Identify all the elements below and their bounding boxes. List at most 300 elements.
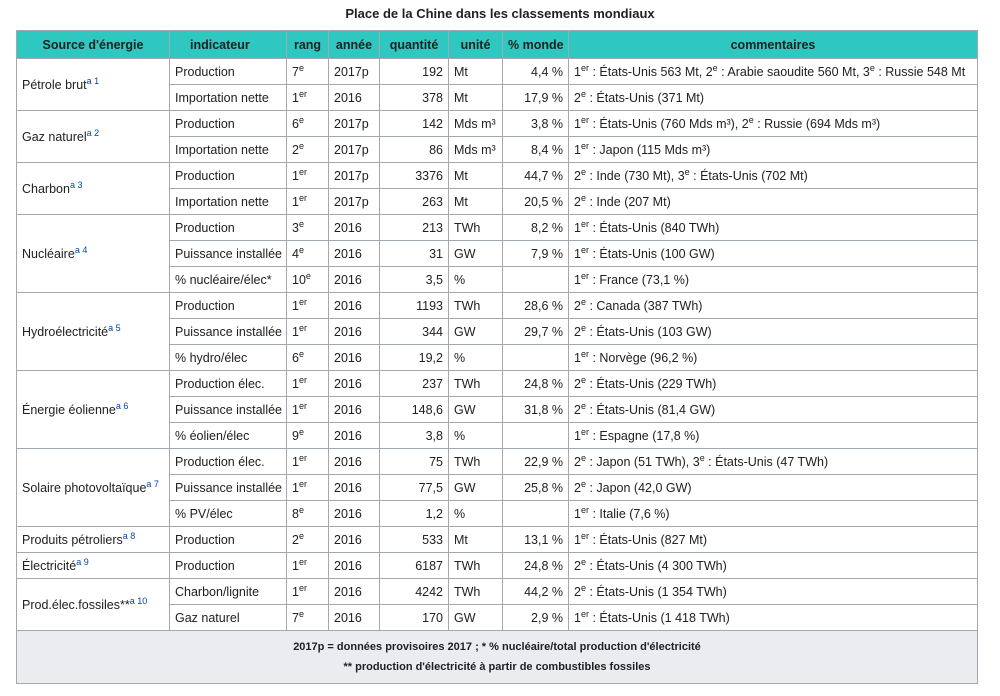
- comment-cell: [569, 475, 978, 501]
- rank-value: 1: [292, 194, 299, 209]
- world-share-cell: 24,8 %: [503, 371, 569, 397]
- rank-value: 1: [292, 298, 299, 313]
- year-cell: 2016: [329, 605, 380, 631]
- year-cell: 2016: [329, 371, 380, 397]
- source-ref-link: a 4: [74, 244, 88, 255]
- comment-cell: [569, 85, 978, 111]
- indicator-cell: Importation nette: [170, 137, 287, 163]
- year-cell: 2016: [329, 319, 380, 345]
- source-cell: [17, 449, 170, 527]
- source-ref-link: a 5: [108, 322, 121, 333]
- year-cell: 2016: [329, 553, 380, 579]
- rank-value: 2: [292, 532, 299, 547]
- comment-text: : États-Unis (827 Mt): [588, 532, 708, 547]
- rank-value: 6: [292, 116, 299, 131]
- quantity-cell: 6187: [380, 553, 449, 579]
- indicator-cell: Production: [170, 215, 287, 241]
- comment-rank: 2: [574, 376, 581, 391]
- comment-rank: 2: [574, 480, 581, 495]
- rank-suffix: e: [298, 504, 304, 515]
- rank-value: 1: [292, 402, 299, 417]
- comment-text: : États-Unis (47 TWh): [704, 454, 829, 469]
- comment-cell: [569, 319, 978, 345]
- comment-text: : Arabie saoudite 560 Mt,: [717, 64, 863, 79]
- comment-text: : Russie (694 Mds m³): [753, 116, 881, 131]
- comment-text: : Norvège (96,2 %): [588, 350, 698, 365]
- rank-value: 9: [292, 428, 299, 443]
- rank-suffix: er: [298, 322, 307, 333]
- rank-cell: [287, 267, 329, 293]
- comment-rank: 1: [574, 350, 581, 365]
- year-cell: 2016: [329, 475, 380, 501]
- source-ref-link: a 2: [86, 127, 100, 138]
- world-share-cell: [503, 501, 569, 527]
- comment-rank: 1: [574, 220, 581, 235]
- comment-rank-suffix: er: [580, 244, 589, 255]
- comment-cell: [569, 371, 978, 397]
- comment-cell: [569, 267, 978, 293]
- rank-suffix: e: [298, 530, 304, 541]
- rank-cell: [287, 59, 329, 85]
- rank-value: 1: [292, 584, 299, 599]
- comment-text: : Inde (730 Mt),: [585, 168, 678, 183]
- unit-cell: TWh: [449, 553, 503, 579]
- comment-text: : Japon (115 Mds m³): [588, 142, 711, 157]
- comment-cell: [569, 241, 978, 267]
- comment-text: : États-Unis (371 Mt): [585, 90, 705, 105]
- comment-rank: 3: [692, 454, 700, 469]
- indicator-cell: Charbon/lignite: [170, 579, 287, 605]
- indicator-cell: Production: [170, 553, 287, 579]
- comment-cell: [569, 293, 978, 319]
- comment-text: : Inde (207 Mt): [585, 194, 671, 209]
- unit-cell: TWh: [449, 293, 503, 319]
- header-comments: commentaires: [569, 31, 978, 59]
- quantity-cell: 1,2: [380, 501, 449, 527]
- table-row: [17, 449, 978, 475]
- quantity-cell: 237: [380, 371, 449, 397]
- indicator-cell: Importation nette: [170, 189, 287, 215]
- rank-cell: [287, 371, 329, 397]
- table-row: [17, 553, 978, 579]
- year-cell: 2016: [329, 501, 380, 527]
- comment-rank-suffix: er: [580, 114, 589, 125]
- rank-value: 1: [292, 480, 299, 495]
- comment-cell: [569, 397, 978, 423]
- world-share-cell: 17,9 %: [503, 85, 569, 111]
- comment-rank-suffix: e: [580, 478, 586, 489]
- table-row: [17, 163, 978, 189]
- quantity-cell: 378: [380, 85, 449, 111]
- unit-cell: %: [449, 267, 503, 293]
- rank-value: 6: [292, 350, 299, 365]
- comment-rank: 1: [574, 532, 581, 547]
- source-cell: [17, 59, 170, 111]
- unit-cell: Mt: [449, 85, 503, 111]
- quantity-cell: 192: [380, 59, 449, 85]
- indicator-cell: Production: [170, 527, 287, 553]
- comment-text: : États-Unis (229 TWh): [585, 376, 717, 391]
- header-year: année: [329, 31, 380, 59]
- quantity-cell: 3376: [380, 163, 449, 189]
- rank-cell: [287, 137, 329, 163]
- quantity-cell: 170: [380, 605, 449, 631]
- comment-rank-suffix: e: [580, 88, 586, 99]
- world-share-cell: 8,2 %: [503, 215, 569, 241]
- header-indicator: indicateur: [170, 31, 287, 59]
- comment-cell: [569, 215, 978, 241]
- unit-cell: TWh: [449, 215, 503, 241]
- comment-rank: 3: [862, 64, 870, 79]
- quantity-cell: 3,5: [380, 267, 449, 293]
- world-share-cell: 28,6 %: [503, 293, 569, 319]
- table-row: [17, 527, 978, 553]
- unit-cell: TWh: [449, 449, 503, 475]
- year-cell: 2017p: [329, 137, 380, 163]
- comment-rank: 2: [574, 584, 581, 599]
- rank-value: 7: [292, 64, 299, 79]
- source-label: Nucléaire: [22, 246, 75, 261]
- comment-rank-suffix: er: [580, 426, 589, 437]
- world-share-cell: 29,7 %: [503, 319, 569, 345]
- rank-cell: [287, 423, 329, 449]
- quantity-cell: 86: [380, 137, 449, 163]
- rank-suffix: er: [298, 400, 307, 411]
- comment-text: : États-Unis (103 GW): [585, 324, 712, 339]
- unit-cell: GW: [449, 397, 503, 423]
- header-rank: rang: [287, 31, 329, 59]
- unit-cell: GW: [449, 475, 503, 501]
- world-share-cell: 13,1 %: [503, 527, 569, 553]
- footnote-cell: [17, 631, 978, 684]
- table-row: [17, 215, 978, 241]
- rank-suffix: er: [298, 296, 307, 307]
- unit-cell: TWh: [449, 579, 503, 605]
- table-row: [17, 371, 978, 397]
- comment-rank-suffix: e: [684, 166, 690, 177]
- unit-cell: GW: [449, 605, 503, 631]
- year-cell: 2016: [329, 345, 380, 371]
- indicator-cell: % nucléaire/élec*: [170, 267, 287, 293]
- world-share-cell: 24,8 %: [503, 553, 569, 579]
- rank-cell: [287, 501, 329, 527]
- world-share-cell: 31,8 %: [503, 397, 569, 423]
- comment-rank: 2: [574, 558, 581, 573]
- world-share-cell: 3,8 %: [503, 111, 569, 137]
- comment-cell: [569, 137, 978, 163]
- rank-suffix: er: [298, 452, 307, 463]
- rank-cell: [287, 345, 329, 371]
- header-source: Source d'énergie: [17, 31, 170, 59]
- rank-suffix: er: [298, 582, 307, 593]
- comment-rank: 2: [574, 168, 581, 183]
- indicator-cell: Puissance installée: [170, 475, 287, 501]
- comment-rank: 1: [574, 142, 581, 157]
- comment-rank-suffix: er: [580, 270, 589, 281]
- rank-cell: [287, 215, 329, 241]
- source-ref-link: a 1: [86, 75, 100, 86]
- comment-rank: 2: [574, 90, 581, 105]
- quantity-cell: 533: [380, 527, 449, 553]
- source-label: Solaire photovoltaïque: [22, 480, 147, 495]
- rank-suffix: e: [298, 114, 304, 125]
- rank-cell: [287, 319, 329, 345]
- comment-rank: 1: [574, 64, 581, 79]
- world-share-cell: 7,9 %: [503, 241, 569, 267]
- table-row: [17, 293, 978, 319]
- comment-rank: 3: [677, 168, 685, 183]
- indicator-cell: % hydro/élec: [170, 345, 287, 371]
- year-cell: 2017p: [329, 111, 380, 137]
- comment-text: : États-Unis (760 Mds m³),: [588, 116, 742, 131]
- comment-rank: 2: [574, 324, 581, 339]
- rank-cell: [287, 189, 329, 215]
- indicator-cell: Importation nette: [170, 85, 287, 111]
- rank-cell: [287, 605, 329, 631]
- footnote-2: ** production d'électricité à partir de combustibles fossiles: [343, 661, 651, 673]
- rank-suffix: er: [298, 478, 307, 489]
- comment-rank-suffix: e: [748, 114, 754, 125]
- comment-rank: 2: [574, 402, 581, 417]
- rank-cell: [287, 579, 329, 605]
- quantity-cell: 4242: [380, 579, 449, 605]
- rank-value: 1: [292, 558, 299, 573]
- comment-cell: [569, 345, 978, 371]
- world-share-cell: 22,9 %: [503, 449, 569, 475]
- rank-suffix: e: [298, 218, 304, 229]
- source-cell: [17, 111, 170, 163]
- comment-text: : États-Unis (702 Mt): [689, 168, 808, 183]
- indicator-cell: % PV/élec: [170, 501, 287, 527]
- source-label: Énergie éolienne: [22, 402, 116, 417]
- quantity-cell: 19,2: [380, 345, 449, 371]
- source-ref-link: a 8: [122, 530, 136, 541]
- unit-cell: %: [449, 345, 503, 371]
- unit-cell: GW: [449, 319, 503, 345]
- source-ref-link: a 3: [69, 179, 83, 190]
- quantity-cell: 31: [380, 241, 449, 267]
- indicator-cell: Puissance installée: [170, 241, 287, 267]
- unit-cell: GW: [449, 241, 503, 267]
- comment-rank-suffix: er: [580, 140, 589, 151]
- year-cell: 2016: [329, 449, 380, 475]
- quantity-cell: 75: [380, 449, 449, 475]
- indicator-cell: Production: [170, 111, 287, 137]
- comment-rank-suffix: e: [580, 192, 586, 203]
- comment-rank-suffix: e: [699, 452, 705, 463]
- indicator-cell: Puissance installée: [170, 397, 287, 423]
- table-row: [17, 579, 978, 605]
- indicator-cell: % éolien/élec: [170, 423, 287, 449]
- comment-cell: [569, 527, 978, 553]
- table-title: Place de la Chine dans les classements mondiaux: [345, 6, 655, 21]
- rank-value: 1: [292, 454, 299, 469]
- comment-text: : Russie 548 Mt: [874, 64, 966, 79]
- comment-rank-suffix: e: [580, 322, 586, 333]
- year-cell: 2017p: [329, 189, 380, 215]
- quantity-cell: 1193: [380, 293, 449, 319]
- world-share-cell: [503, 345, 569, 371]
- source-label: Produits pétroliers: [22, 532, 123, 547]
- quantity-cell: 3,8: [380, 423, 449, 449]
- comment-rank: 2: [574, 454, 581, 469]
- comment-rank: 2: [741, 116, 749, 131]
- year-cell: 2016: [329, 527, 380, 553]
- rank-cell: [287, 111, 329, 137]
- rank-cell: [287, 397, 329, 423]
- rank-suffix: er: [298, 556, 307, 567]
- source-label: Électricité: [22, 558, 77, 573]
- unit-cell: TWh: [449, 371, 503, 397]
- rank-cell: [287, 553, 329, 579]
- comment-rank: 1: [574, 272, 581, 287]
- unit-cell: Mds m³: [449, 111, 503, 137]
- unit-cell: %: [449, 501, 503, 527]
- year-cell: 2017p: [329, 163, 380, 189]
- comment-text: : Italie (7,6 %): [588, 506, 670, 521]
- world-share-cell: [503, 267, 569, 293]
- comment-cell: [569, 189, 978, 215]
- source-cell: [17, 553, 170, 579]
- comment-rank-suffix: e: [580, 374, 586, 385]
- comment-rank: 1: [574, 246, 581, 261]
- unit-cell: %: [449, 423, 503, 449]
- indicator-cell: Production élec.: [170, 449, 287, 475]
- year-cell: 2016: [329, 423, 380, 449]
- rank-value: 8: [292, 506, 299, 521]
- comment-rank-suffix: e: [580, 296, 586, 307]
- comment-rank-suffix: er: [580, 504, 589, 515]
- comment-rank-suffix: er: [580, 530, 589, 541]
- unit-cell: Mt: [449, 189, 503, 215]
- comment-text: : Canada (387 TWh): [585, 298, 703, 313]
- quantity-cell: 148,6: [380, 397, 449, 423]
- indicator-cell: Production: [170, 163, 287, 189]
- source-ref-link: a 10: [129, 595, 148, 606]
- comment-rank-suffix: er: [580, 348, 589, 359]
- comment-text: : Japon (51 TWh),: [585, 454, 693, 469]
- source-cell: [17, 215, 170, 293]
- rank-cell: [287, 85, 329, 111]
- table-row: [17, 111, 978, 137]
- rank-suffix: er: [298, 192, 307, 203]
- source-cell: [17, 579, 170, 631]
- header-row: [17, 31, 978, 59]
- comment-rank: 1: [574, 610, 581, 625]
- rank-value: 1: [292, 376, 299, 391]
- source-cell: [17, 371, 170, 449]
- comment-rank-suffix: er: [580, 62, 589, 73]
- ranking-table: [16, 30, 978, 684]
- comment-text: : États-Unis (1 354 TWh): [585, 584, 727, 599]
- header-world-share: % monde: [503, 31, 569, 59]
- comment-text: : États-Unis 563 Mt,: [588, 64, 706, 79]
- rank-cell: [287, 527, 329, 553]
- comment-cell: [569, 553, 978, 579]
- unit-cell: Mt: [449, 163, 503, 189]
- comment-rank: 2: [705, 64, 713, 79]
- footnote-row: [17, 631, 978, 684]
- comment-rank: 1: [574, 116, 581, 131]
- indicator-cell: Production: [170, 293, 287, 319]
- rank-suffix: e: [298, 140, 304, 151]
- header-unit: unité: [449, 31, 503, 59]
- comment-rank: 2: [574, 194, 581, 209]
- source-label: Hydroélectricité: [22, 324, 109, 339]
- source-cell: [17, 527, 170, 553]
- rank-suffix: er: [298, 374, 307, 385]
- year-cell: 2016: [329, 579, 380, 605]
- world-share-cell: 8,4 %: [503, 137, 569, 163]
- comment-text: : France (73,1 %): [588, 272, 690, 287]
- comment-cell: [569, 163, 978, 189]
- rank-cell: [287, 475, 329, 501]
- rank-suffix: e: [298, 244, 304, 255]
- quantity-cell: 213: [380, 215, 449, 241]
- indicator-cell: Production élec.: [170, 371, 287, 397]
- quantity-cell: 263: [380, 189, 449, 215]
- footnote-1: 2017p = données provisoires 2017 ; * % nucléaire/total production d'électricité: [293, 641, 701, 653]
- rank-cell: [287, 163, 329, 189]
- comment-rank-suffix: er: [580, 218, 589, 229]
- source-label: Gaz naturel: [22, 129, 87, 144]
- rank-value: 10: [292, 272, 306, 287]
- header-quantity: quantité: [380, 31, 449, 59]
- rank-cell: [287, 449, 329, 475]
- world-share-cell: 20,5 %: [503, 189, 569, 215]
- comment-rank-suffix: e: [580, 166, 586, 177]
- comment-text: : États-Unis (81,4 GW): [585, 402, 716, 417]
- rank-value: 1: [292, 324, 299, 339]
- year-cell: 2016: [329, 267, 380, 293]
- indicator-cell: Production: [170, 59, 287, 85]
- source-ref-link: a 7: [146, 478, 159, 489]
- year-cell: 2016: [329, 293, 380, 319]
- world-share-cell: 44,2 %: [503, 579, 569, 605]
- rank-value: 7: [292, 610, 299, 625]
- rank-suffix: e: [298, 348, 304, 359]
- comment-text: : États-Unis (1 418 TWh): [588, 610, 730, 625]
- rank-suffix: er: [298, 88, 307, 99]
- source-ref-link: a 9: [76, 556, 89, 567]
- year-cell: 2016: [329, 85, 380, 111]
- rank-value: 3: [292, 220, 299, 235]
- comment-rank: 1: [574, 506, 581, 521]
- source-ref-link: a 6: [115, 400, 129, 411]
- world-share-cell: 4,4 %: [503, 59, 569, 85]
- comment-cell: [569, 605, 978, 631]
- year-cell: 2016: [329, 215, 380, 241]
- comment-text: : États-Unis (840 TWh): [588, 220, 720, 235]
- rank-suffix: e: [298, 62, 304, 73]
- year-cell: 2017p: [329, 59, 380, 85]
- table-row: [17, 59, 978, 85]
- comment-cell: [569, 423, 978, 449]
- rank-suffix: e: [298, 608, 304, 619]
- source-cell: [17, 293, 170, 371]
- unit-cell: Mds m³: [449, 137, 503, 163]
- rank-value: 2: [292, 142, 299, 157]
- quantity-cell: 142: [380, 111, 449, 137]
- indicator-cell: Gaz naturel: [170, 605, 287, 631]
- comment-rank-suffix: e: [869, 62, 875, 73]
- comment-text: : Japon (42,0 GW): [585, 480, 692, 495]
- comment-rank-suffix: e: [580, 400, 586, 411]
- year-cell: 2016: [329, 397, 380, 423]
- comment-rank-suffix: e: [580, 452, 586, 463]
- table-body: [17, 59, 978, 631]
- quantity-cell: 344: [380, 319, 449, 345]
